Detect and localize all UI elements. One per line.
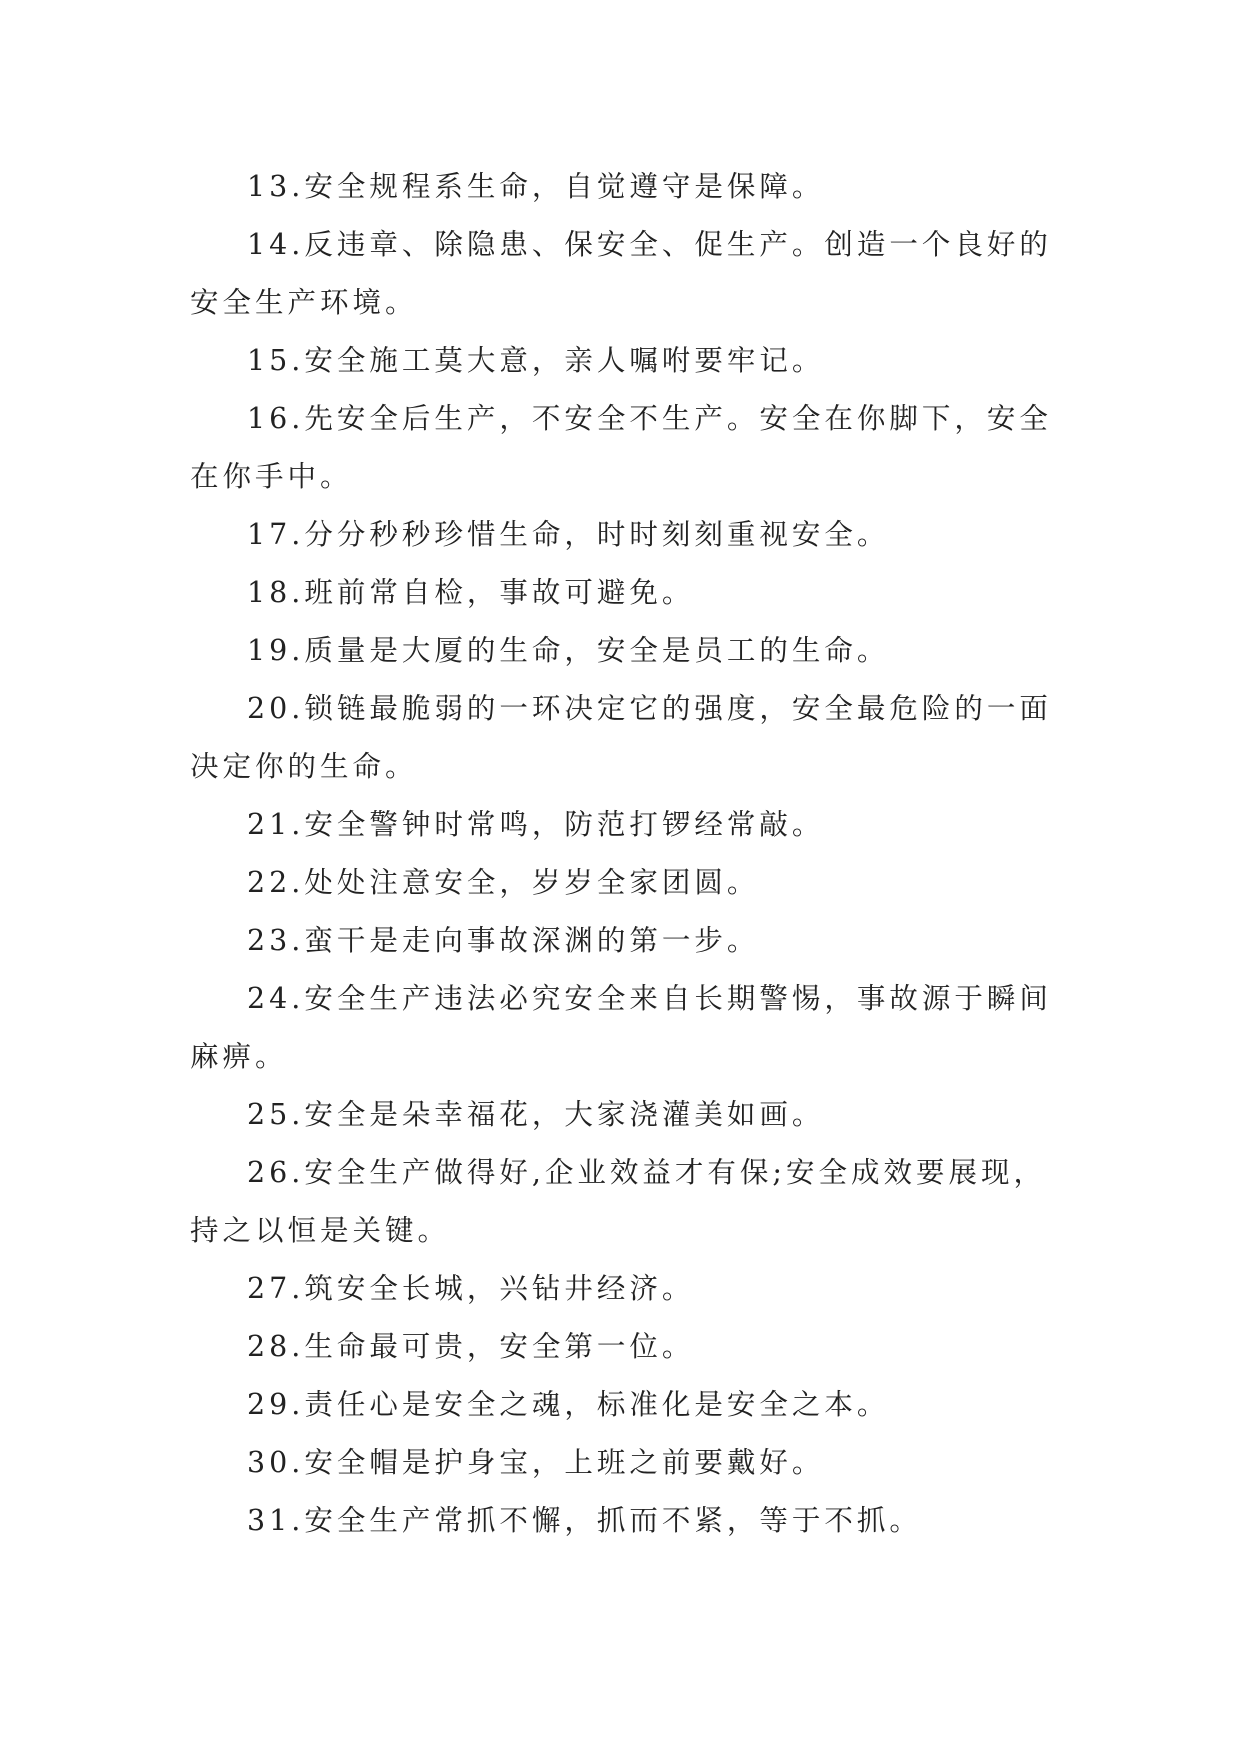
paragraph-17: 17.分分秒秒珍惜生命，时时刻刻重视安全。: [247, 518, 890, 551]
paragraph-31: 31.安全生产常抓不懈，抓而不紧，等于不抓。: [247, 1504, 922, 1537]
paragraph-26: 26.安全生产做得好,企业效益才有保;安全成效要展现，持之以恒是关键。: [190, 1156, 1046, 1247]
paragraph-13: 13.安全规程系生命，自觉遵守是保障。: [247, 170, 825, 203]
paragraph-30: 30.安全帽是护身宝，上班之前要戴好。: [247, 1446, 825, 1479]
paragraph-20: 20.锁链最脆弱的一环决定它的强度，安全最危险的一面决定你的生命。: [190, 692, 1052, 783]
paragraph-21: 21.安全警钟时常鸣，防范打锣经常敲。: [247, 808, 825, 841]
paragraph-22: 22.处处注意安全，岁岁全家团圆。: [247, 866, 760, 899]
paragraph-27: 27.筑安全长城，兴钻井经济。: [247, 1272, 695, 1305]
paragraph-18: 18.班前常自检，事故可避免。: [247, 576, 695, 609]
paragraph-24: 24.安全生产违法必究安全来自长期警惕，事故源于瞬间麻痹。: [190, 982, 1052, 1073]
paragraph-25: 25.安全是朵幸福花，大家浇灌美如画。: [247, 1098, 825, 1131]
paragraph-14: 14.反违章、除隐患、保安全、促生产。创造一个良好的安全生产环境。: [190, 228, 1052, 319]
paragraph-15: 15.安全施工莫大意，亲人嘱咐要牢记。: [247, 344, 825, 377]
paragraph-19: 19.质量是大厦的生命，安全是员工的生命。: [247, 634, 890, 667]
paragraph-23: 23.蛮干是走向事故深渊的第一步。: [247, 924, 760, 957]
paragraph-28: 28.生命最可贵，安全第一位。: [247, 1330, 695, 1363]
paragraph-29: 29.责任心是安全之魂，标准化是安全之本。: [247, 1388, 890, 1421]
document-body: [190, 158, 1052, 1550]
paragraph-16: 16.先安全后生产，不安全不生产。安全在你脚下，安全在你手中。: [190, 402, 1052, 493]
